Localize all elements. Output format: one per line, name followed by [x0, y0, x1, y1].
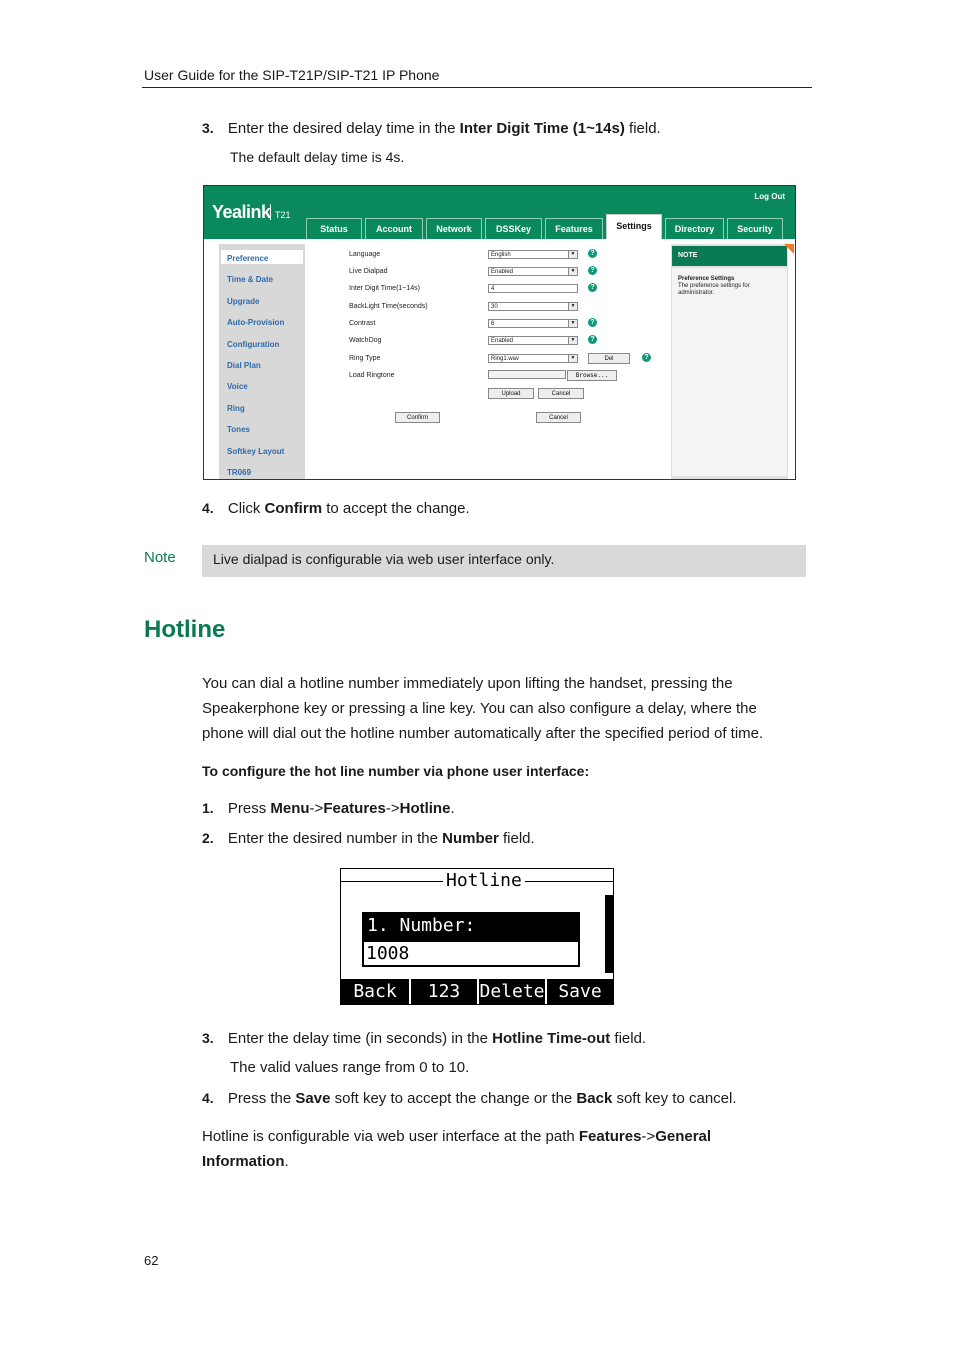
arrow-sep: -> — [309, 800, 324, 817]
step-text: Press the — [227, 1090, 296, 1107]
language-select[interactable] — [488, 250, 578, 259]
step-text-end: to accept the change. — [322, 500, 470, 517]
confirm-button[interactable]: Confirm — [395, 412, 440, 423]
watchdog-value: Enabled — [491, 338, 514, 344]
del-button[interactable]: Del — [588, 353, 630, 364]
step-text: Enter the delay time (in seconds) in the — [227, 1030, 493, 1047]
step-text: Enter the desired number in the — [227, 830, 443, 847]
tab-account[interactable]: Account — [365, 218, 423, 239]
menu-name: Hotline — [399, 800, 451, 817]
note-panel-body — [672, 268, 787, 476]
tab-features[interactable]: Features — [545, 218, 603, 239]
label-load-ringtone: Load Ringtone — [349, 372, 395, 379]
softkey-name: Save — [295, 1090, 331, 1107]
nav-voice[interactable]: Voice — [227, 382, 248, 391]
note-panel-text: The preference settings for administrator. — [678, 283, 750, 296]
menu-name: Menu — [270, 800, 310, 817]
label-watchdog: WatchDog — [349, 337, 382, 344]
step-3-delay — [202, 118, 661, 139]
note-label: Note — [144, 549, 176, 566]
nav-ring[interactable]: Ring — [227, 404, 245, 413]
backlight-time-value: 30 — [491, 304, 498, 310]
tab-security[interactable]: Security — [727, 218, 783, 239]
header-rule — [142, 87, 812, 88]
contrast-value: 6 — [491, 321, 495, 327]
step-text: Click — [227, 500, 265, 517]
closing-text-end: . — [284, 1153, 289, 1170]
step-text: Press — [227, 800, 271, 817]
step-number: 1. — [202, 800, 214, 816]
step-text-end: soft key to cancel. — [612, 1090, 737, 1107]
path-part: Features — [578, 1128, 642, 1145]
softkey-back[interactable]: Back — [353, 981, 397, 1002]
button-name: Confirm — [264, 500, 323, 517]
intro-line: phone will dial out the hotline number automatically after the specified period of time. — [202, 725, 764, 742]
lcd-scrollbar — [605, 895, 613, 973]
path-part: General — [655, 1128, 712, 1145]
nav-time-date[interactable]: Time & Date — [227, 275, 274, 284]
default-delay-note: The default delay time is 4s. — [230, 149, 405, 165]
logout-link[interactable]: Log Out — [754, 192, 785, 201]
help-icon[interactable]: ? — [588, 249, 597, 258]
label-inter-digit-time: Inter Digit Time(1~14s) — [349, 285, 420, 292]
watchdog-select[interactable] — [488, 336, 578, 345]
label-contrast: Contrast — [349, 320, 376, 327]
nav-upgrade[interactable]: Upgrade — [227, 297, 260, 306]
web-ui-screenshot — [203, 185, 796, 480]
preference-form — [308, 244, 668, 479]
nav-softkey-layout[interactable]: Softkey Layout — [227, 447, 285, 456]
label-live-dialpad: Live Dialpad — [349, 268, 388, 275]
tab-status[interactable]: Status — [306, 218, 362, 239]
help-icon[interactable]: ? — [588, 266, 597, 275]
lcd-title: Hotline — [443, 870, 525, 892]
tab-settings[interactable]: Settings — [606, 214, 662, 239]
note-text: Live dialpad is configurable via web user interface only. — [213, 551, 555, 567]
arrow-sep: -> — [385, 800, 400, 817]
path-part: Information — [202, 1153, 285, 1170]
help-icon[interactable]: ? — [588, 335, 597, 344]
nav-configuration[interactable]: Configuration — [227, 340, 280, 349]
contrast-select[interactable] — [488, 319, 578, 328]
step-text: Enter the desired delay time in the — [227, 120, 460, 137]
valid-range-note: The valid values range from 0 to 10. — [230, 1059, 470, 1076]
chevron-down-icon: ▼ — [568, 251, 577, 258]
upload-button[interactable]: Upload — [488, 388, 534, 399]
note-corner-accent — [784, 244, 794, 254]
ring-type-value: Ring1.wav — [491, 356, 520, 362]
field-name: Hotline Time-out — [492, 1030, 611, 1047]
arrow-sep: -> — [641, 1128, 656, 1145]
phone-lcd-screenshot — [340, 868, 614, 1005]
tab-dsskey[interactable]: DSSKey — [485, 218, 542, 239]
cancel-button[interactable]: Cancel — [536, 412, 581, 423]
closing-paragraph — [202, 1124, 802, 1174]
yealink-logo: Yealink — [212, 202, 271, 222]
section-heading: Hotline — [144, 616, 226, 643]
procedure-title: To configure the hot line number via phone user interface: — [202, 763, 590, 779]
nav-dial-plan[interactable]: Dial Plan — [227, 361, 261, 370]
intro-line: You can dial a hotline number immediately upon lifting the handset, pressing the — [202, 675, 733, 692]
live-dialpad-value: Enabled — [491, 269, 514, 275]
settings-sidebar — [219, 244, 305, 479]
closing-line-2 — [202, 1149, 802, 1174]
field-name: Inter Digit Time (1~14s) — [459, 120, 625, 137]
running-header: User Guide for the SIP-T21P/SIP-T21 IP Phone — [144, 67, 440, 83]
menu-name: Features — [323, 800, 386, 817]
help-icon[interactable]: ? — [588, 283, 597, 292]
closing-text: Hotline is configurable via web user interface at the path — [202, 1128, 579, 1145]
proc-step-2 — [202, 828, 535, 849]
step-text-end: field. — [610, 1030, 647, 1047]
chevron-down-icon: ▼ — [568, 268, 577, 275]
softkey-name: Back — [576, 1090, 613, 1107]
tab-directory[interactable]: Directory — [665, 218, 724, 239]
intro-paragraph — [202, 671, 802, 746]
step-number: 3. — [202, 1030, 214, 1046]
step-number: 2. — [202, 830, 214, 846]
note-panel-title: Preference Settings — [678, 276, 735, 282]
live-dialpad-select[interactable] — [488, 267, 578, 276]
field-name: Number — [442, 830, 499, 847]
label-backlight-time: BackLight Time(seconds) — [349, 303, 428, 310]
web-ui-topbar — [204, 186, 795, 239]
nav-tones[interactable]: Tones — [227, 425, 250, 434]
nav-auto-provision[interactable]: Auto-Provision — [227, 318, 285, 327]
inter-digit-time-input[interactable]: 4 — [488, 284, 578, 293]
step-number: 4. — [202, 500, 214, 516]
chevron-down-icon: ▼ — [568, 320, 577, 327]
intro-line: Speakerphone key or pressing a line key. You can also configure a delay, where the — [202, 700, 757, 717]
lcd-softkey-bar — [341, 979, 613, 1004]
note-panel-header: NOTE — [672, 246, 787, 266]
step-text-end: . — [450, 800, 455, 817]
proc-step-3 — [202, 1028, 646, 1049]
language-value: English — [491, 252, 511, 258]
tab-network[interactable]: Network — [426, 218, 482, 239]
closing-line-1 — [202, 1124, 802, 1149]
upload-cancel-button[interactable]: Cancel — [538, 388, 584, 399]
chevron-down-icon: ▼ — [568, 355, 577, 362]
nav-tr069[interactable]: TR069 — [227, 468, 252, 477]
proc-step-4 — [202, 1088, 737, 1109]
step-text-end: field. — [498, 830, 535, 847]
page-number: 62 — [144, 1253, 159, 1268]
chevron-down-icon: ▼ — [568, 337, 577, 344]
step-number: 4. — [202, 1090, 214, 1106]
note-panel — [671, 244, 788, 479]
model-label: T21 — [270, 204, 291, 220]
lcd-number-label: 1. Number: — [362, 912, 580, 940]
ringtone-file-input[interactable] — [488, 370, 566, 379]
backlight-time-select[interactable] — [488, 302, 578, 311]
proc-step-1 — [202, 798, 455, 819]
chevron-down-icon: ▼ — [568, 303, 577, 310]
step-number: 3. — [202, 120, 214, 136]
softkey-123[interactable]: 123 — [427, 981, 461, 1002]
label-ring-type: Ring Type — [349, 355, 381, 362]
ring-type-select[interactable] — [488, 354, 578, 363]
nav-preference[interactable]: Preference — [227, 254, 269, 263]
browse-button[interactable]: Browse... — [567, 370, 617, 381]
step-4-confirm — [202, 498, 470, 519]
help-icon[interactable]: ? — [642, 353, 651, 362]
softkey-save[interactable]: Save — [558, 981, 602, 1002]
label-language: Language — [349, 251, 381, 258]
step-text-end: field. — [624, 120, 661, 137]
step-text-mid: soft key to accept the change or the — [330, 1090, 577, 1107]
softkey-delete[interactable]: Delete — [479, 981, 545, 1002]
lcd-number-input[interactable]: 1008 — [362, 940, 580, 967]
help-icon[interactable]: ? — [588, 318, 597, 327]
